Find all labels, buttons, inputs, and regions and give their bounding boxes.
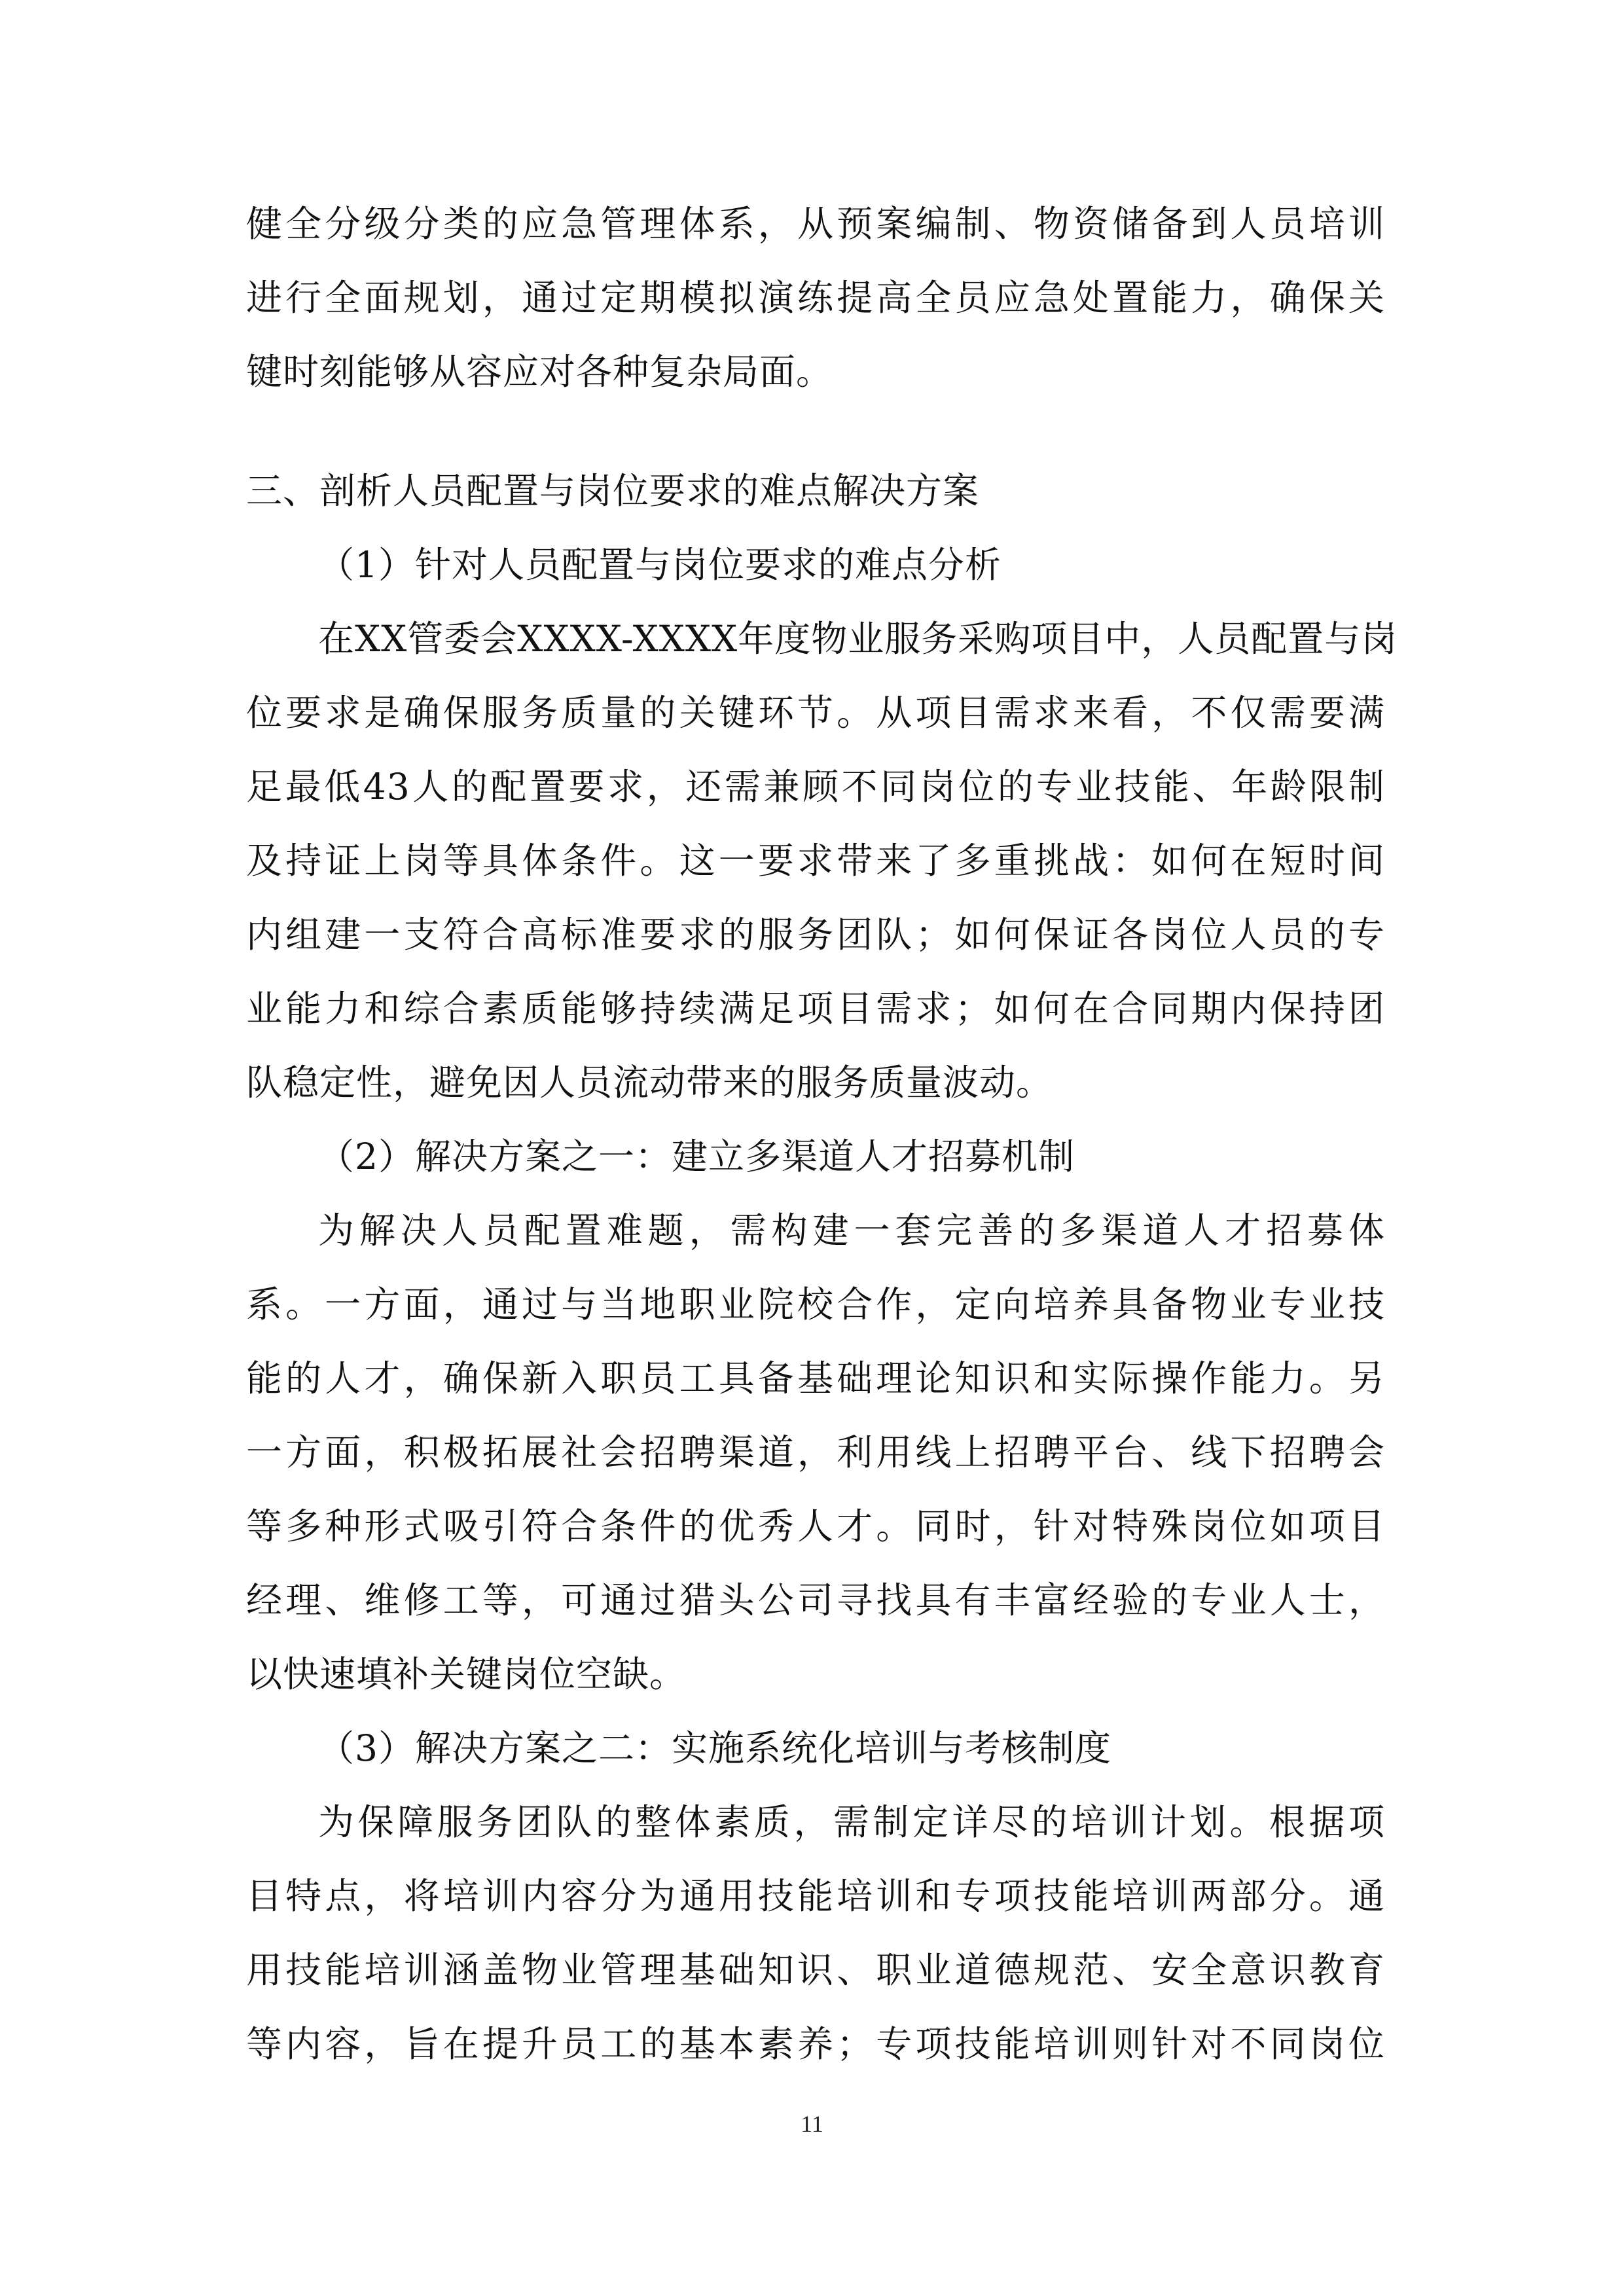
paragraph-line: 用技能培训涵盖物业管理基础知识、职业道德规范、安全意识教育 bbox=[246, 1949, 1385, 1991]
paragraph-line: 一方面，积极拓展社会招聘渠道，利用线上招聘平台、线下招聘会 bbox=[246, 1431, 1385, 1473]
paragraph-line: 经理、维修工等，可通过猎头公司寻找具有丰富经验的专业人士， bbox=[246, 1579, 1385, 1621]
paragraph-line: 进行全面规划，通过定期模拟演练提高全员应急处置能力，确保关 bbox=[246, 277, 1385, 319]
paragraph-line: 能的人才，确保新入职员工具备基础理论知识和实际操作能力。另 bbox=[246, 1357, 1385, 1399]
paragraph-line: 队稳定性，避免因人员流动带来的服务质量波动。 bbox=[246, 1062, 1053, 1103]
paragraph-line: 为保障服务团队的整体素质，需制定详尽的培训计划。根据项 bbox=[318, 1801, 1385, 1843]
paragraph-line: 等内容，旨在提升员工的基本素养；专项技能培训则针对不同岗位 bbox=[246, 2023, 1385, 2065]
page-number: 11 bbox=[801, 2111, 823, 2137]
paragraph-line: 位要求是确保服务质量的关键环节。从项目需求来看，不仅需要满 bbox=[246, 692, 1385, 734]
subheading: （2）解决方案之一：建立多渠道人才招募机制 bbox=[318, 1136, 1075, 1177]
paragraph-line: 键时刻能够从容应对各种复杂局面。 bbox=[246, 351, 833, 393]
section-heading: 三、剖析人员配置与岗位要求的难点解决方案 bbox=[246, 470, 980, 512]
subheading: （1）针对人员配置与岗位要求的难点分析 bbox=[318, 544, 1001, 586]
paragraph-line: 健全分级分类的应急管理体系，从预案编制、物资储备到人员培训 bbox=[246, 203, 1385, 245]
paragraph-line: 内组建一支符合高标准要求的服务团队；如何保证各岗位人员的专 bbox=[246, 914, 1385, 956]
paragraph-line: 及持证上岗等具体条件。这一要求带来了多重挑战：如何在短时间 bbox=[246, 840, 1385, 882]
paragraph-line: 业能力和综合素质能够持续满足项目需求；如何在合同期内保持团 bbox=[246, 988, 1385, 1030]
paragraph-line: 为解决人员配置难题，需构建一套完善的多渠道人才招募体 bbox=[318, 1210, 1385, 1251]
paragraph-line: 在XX管委会XXXX-XXXX年度物业服务采购项目中，人员配置与岗 bbox=[318, 618, 1398, 660]
paragraph-line: 以快速填补关键岗位空缺。 bbox=[246, 1653, 687, 1695]
paragraph-line: 等多种形式吸引符合条件的优秀人才。同时，针对特殊岗位如项目 bbox=[246, 1505, 1385, 1547]
paragraph-line: 系。一方面，通过与当地职业院校合作，定向培养具备物业专业技 bbox=[246, 1283, 1385, 1325]
paragraph-line: 足最低43人的配置要求，还需兼顾不同岗位的专业技能、年龄限制 bbox=[246, 766, 1385, 808]
paragraph-line: 目特点，将培训内容分为通用技能培训和专项技能培训两部分。通 bbox=[246, 1875, 1385, 1917]
subheading: （3）解决方案之二：实施系统化培训与考核制度 bbox=[318, 1727, 1111, 1769]
